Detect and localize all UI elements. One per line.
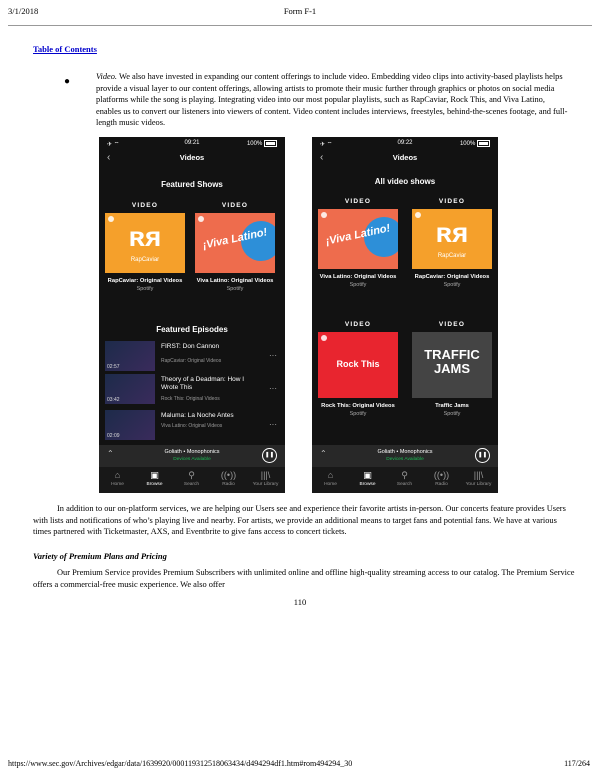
- status-time: 09:22: [397, 140, 413, 146]
- episode-duration: 03:42: [107, 397, 120, 403]
- now-playing-bar[interactable]: [312, 445, 498, 467]
- viva-latino-artwork: [195, 213, 275, 273]
- section-title: Featured Episodes: [156, 325, 228, 334]
- show-card[interactable]: [195, 199, 275, 292]
- battery-icon: [264, 140, 277, 147]
- episode-show: Rock This: Original Videos: [161, 396, 220, 402]
- tab-radio[interactable]: [210, 469, 247, 487]
- traffic-jams-artwork: [412, 332, 492, 398]
- episode-row[interactable]: [105, 410, 279, 444]
- tab-label: Search: [396, 482, 413, 487]
- video-tag: VIDEO: [131, 202, 159, 209]
- search-icon: ⚲: [188, 470, 195, 480]
- episode-title: Maluma: La Noche Antes: [161, 412, 234, 419]
- rapcaviar-artwork: [105, 213, 185, 273]
- card-owner: Spotify: [349, 411, 367, 417]
- nav-bar: [99, 153, 285, 167]
- show-card[interactable]: [105, 199, 185, 292]
- nav-title: Videos: [392, 153, 418, 162]
- art-label: RapCaviar: [437, 253, 467, 259]
- bullet-text: We also have invested in expanding our content offerings to include video. Embedding video clips into activity-based playlists helps provide a visual layer to our content offerings, allowing artists to promote their music further through graphics or photos on social media platforms while the song is playing. Integrating video into our most popular playlists, such as RapCaviar, Rock This, and Viva Latino, enables us to convert our listeners into viewers of content. Video content includes interviews, freestyles, behind-the-scenes footage, and full-length music videos.: [96, 72, 568, 128]
- tab-browse[interactable]: [136, 469, 173, 487]
- tab-radio[interactable]: [423, 469, 460, 487]
- status-bar: [312, 140, 498, 150]
- tab-library[interactable]: [460, 469, 497, 487]
- episode-title: Theory of a Deadman: How I Wrote This: [161, 376, 245, 391]
- header-date: 3/1/2018: [8, 6, 39, 16]
- status-bar: [99, 140, 285, 150]
- status-time: 09:21: [184, 140, 200, 146]
- library-icon: |||\: [473, 470, 484, 480]
- tab-label: Radio: [222, 482, 235, 487]
- section-title: All video shows: [374, 177, 436, 186]
- spotify-badge-icon: [198, 216, 204, 222]
- section-heading: Variety of Premium Plans and Pricing: [33, 551, 167, 561]
- table-of-contents-link[interactable]: Table of Contents: [33, 44, 97, 54]
- tab-home[interactable]: [312, 469, 349, 487]
- card-owner: Spotify: [443, 282, 461, 288]
- art-label: Rock This: [336, 359, 380, 369]
- tab-label: Browse: [359, 482, 376, 487]
- radio-icon: ((•)): [433, 470, 450, 480]
- art-label: ¡Viva Latino!: [201, 226, 269, 252]
- tab-label: Home: [111, 482, 124, 487]
- episode-duration: 02:57: [107, 364, 120, 370]
- back-chevron-icon[interactable]: ‹: [107, 152, 111, 163]
- more-icon[interactable]: ···: [269, 351, 277, 360]
- phone-screenshot-right: [312, 137, 498, 493]
- now-playing-bar[interactable]: [99, 445, 285, 467]
- bullet-icon: ●: [64, 76, 71, 87]
- card-caption: RapCaviar: Original Videos: [414, 274, 490, 280]
- tab-search[interactable]: [173, 469, 210, 487]
- page-number: 110: [293, 597, 307, 607]
- airplane-wifi-icon: ✈ ︎⌔: [107, 142, 120, 148]
- nav-title: Videos: [179, 153, 205, 162]
- episode-title: FIRST: Don Cannon: [161, 343, 220, 350]
- library-icon: |||\: [260, 470, 271, 480]
- battery-label: 100%: [246, 141, 263, 148]
- tab-search[interactable]: [386, 469, 423, 487]
- battery-icon: [477, 140, 490, 147]
- rc-logo-icon: ʀᴙ: [128, 221, 162, 252]
- footer-url: https://www.sec.gov/Archives/edgar/data/1639920/000119312518063434/d494294df1.htm#rom494294_30: [8, 759, 353, 768]
- video-tag: VIDEO: [344, 198, 372, 205]
- art-label: TRAFFIC JAMS: [424, 347, 480, 376]
- tab-bar: [312, 467, 498, 493]
- episode-show: RapCaviar: Original Videos: [161, 358, 222, 364]
- devices-available[interactable]: Devices Available: [386, 457, 424, 462]
- back-chevron-icon[interactable]: ‹: [320, 152, 324, 163]
- show-card[interactable]: [318, 195, 398, 288]
- episode-show: Viva Latino: Original Videos: [161, 423, 223, 429]
- video-tag: VIDEO: [221, 202, 249, 209]
- tab-label: Search: [183, 482, 200, 487]
- tab-bar: [99, 467, 285, 493]
- premium-paragraph: Our Premium Service provides Premium Subscribers with unlimited online and offline high-quality streaming access to our catalog. The Premium Service offers a commercial-free music experience. We also offer: [33, 568, 575, 589]
- chevron-up-icon[interactable]: ⌃: [320, 449, 327, 458]
- card-caption: Viva Latino: Original Videos: [196, 278, 274, 284]
- episode-thumbnail: [105, 410, 155, 440]
- devices-available[interactable]: Devices Available: [173, 457, 211, 462]
- episode-thumbnail: [105, 341, 155, 371]
- tab-label: Home: [324, 482, 337, 487]
- browse-icon: ▣: [150, 470, 159, 480]
- show-card[interactable]: [412, 195, 492, 288]
- video-bullet-paragraph: [96, 71, 572, 129]
- radio-icon: ((•)): [220, 470, 237, 480]
- card-owner: Spotify: [443, 411, 461, 417]
- more-icon[interactable]: ···: [269, 420, 277, 429]
- spotify-badge-icon: [321, 212, 327, 218]
- card-caption: Rock This: Original Videos: [321, 403, 395, 409]
- chevron-up-icon[interactable]: ⌃: [107, 449, 114, 458]
- card-caption: RapCaviar: Original Videos: [107, 278, 183, 284]
- home-icon: ⌂: [327, 470, 334, 480]
- card-caption: Viva Latino: Original Videos: [319, 274, 397, 280]
- video-tag: VIDEO: [438, 198, 466, 205]
- header-form: Form F-1: [283, 6, 317, 16]
- tab-label: Your Library: [465, 482, 492, 487]
- browse-icon: ▣: [363, 470, 372, 480]
- episode-thumbnail: [105, 374, 155, 404]
- art-label: RapCaviar: [130, 257, 160, 263]
- episode-row[interactable]: [105, 374, 279, 408]
- airplane-wifi-icon: ✈ ︎⌔: [320, 142, 333, 148]
- header-rule: [8, 25, 592, 26]
- rc-logo-icon: ʀᴙ: [435, 217, 469, 248]
- home-icon: ⌂: [114, 470, 121, 480]
- battery-label: 100%: [459, 141, 476, 148]
- show-card[interactable]: [318, 318, 398, 417]
- pause-icon[interactable]: ❚❚: [475, 448, 490, 463]
- viva-latino-artwork: [318, 209, 398, 269]
- tab-label: Radio: [435, 482, 448, 487]
- art-label: ¡Viva Latino!: [324, 222, 392, 248]
- rapcaviar-artwork: [412, 209, 492, 269]
- nav-bar: [312, 153, 498, 167]
- show-card[interactable]: [412, 318, 492, 417]
- episode-duration: 02:09: [107, 433, 120, 439]
- card-caption: Traffic Jams: [435, 403, 469, 409]
- bullet-lead: Video.: [96, 72, 118, 81]
- tab-label: Your Library: [252, 482, 279, 487]
- card-owner: Spotify: [349, 282, 367, 288]
- now-playing-track: Goliath • Monophonics: [377, 449, 433, 455]
- pause-icon[interactable]: ❚❚: [262, 448, 277, 463]
- tab-browse[interactable]: [349, 469, 386, 487]
- rock-this-artwork: [318, 332, 398, 398]
- spotify-badge-icon: [321, 335, 327, 341]
- video-tag: VIDEO: [438, 321, 466, 328]
- concerts-paragraph: In addition to our on-platform services, we are helping our Users see and experience their favorite artists in-person. Our concerts feature provides Users with lists and notifications of who’s playing live and nearby. For artists, we provide an additional means to target fans and potential fans. We have at various times partnered with Ticketmaster, AXS, and Eventbrite to give fans access to concert tickets.: [33, 504, 566, 537]
- footer-pages: 117/264: [564, 759, 590, 768]
- card-owner: Spotify: [226, 286, 244, 292]
- episode-row[interactable]: [105, 341, 279, 375]
- phone-screenshot-left: [99, 137, 285, 493]
- video-tag: VIDEO: [344, 321, 372, 328]
- section-title: Featured Shows: [161, 180, 223, 189]
- search-icon: ⚲: [401, 470, 408, 480]
- now-playing-track: Goliath • Monophonics: [164, 449, 220, 455]
- tab-home[interactable]: [99, 469, 136, 487]
- card-owner: Spotify: [136, 286, 154, 292]
- tab-label: Browse: [146, 482, 163, 487]
- tab-library[interactable]: [247, 469, 284, 487]
- more-icon[interactable]: ···: [269, 384, 277, 393]
